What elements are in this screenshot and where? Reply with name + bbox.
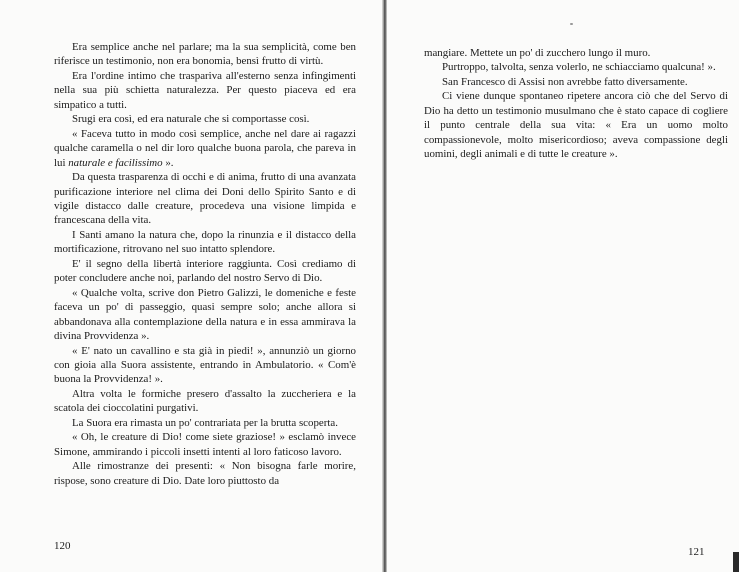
paragraph-tail: ». [162,156,174,169]
paragraph: « Oh, le creature di Dio! come siete graziose! » esclamò invece Simone, ammirando i piccoli insetti intenti al loro faticoso lavoro. [54,431,356,458]
right-page [386,0,739,572]
paragraph: Alle rimostranze dei presenti: « Non bisogna farle morire, rispose, sono creature di Dio. Date loro piuttosto da [54,460,356,487]
paragraph: La Suora era rimasta un po' contrariata per la brutta scoperta. [72,416,338,429]
paragraph: Era semplice anche nel parlare; ma la sua semplicità, come ben riferisce un testimonio, non era bonomia, bensì frutto di virtù. [54,41,356,68]
paragraph-with-italic [54,127,356,170]
paragraph: Ci viene dunque spontaneo ripetere ancora ciò che del Servo di Dio ha detto un testimonio musulmano che è stato capace di cogliere il punto centrale della sua vita: « Era un uomo molto compassionevole, molto misericordioso; aveva compassione degli uomini, degli animali e di tutte le creature ». [424,90,728,161]
paragraph: « E' nato un cavallino e sta già in piedi! », annunziò un giorno con gioia alla Suora assistente, entrando in Ambulatorio. « Com'è buona la Provvidenza! ». [54,344,356,386]
paragraph: I Santi amano la natura che, dopo la rinunzia e il distacco della mortificazione, ritrovano nel suo intatto splendore. [54,228,356,256]
page-number: 121 [688,546,705,558]
paragraph: Purtroppo, talvolta, senza volerlo, ne schiacciamo qualcuna! ». [442,61,716,74]
page-number: 120 [54,540,71,552]
paragraph: Era l'ordine intimo che traspariva all'esterno senza infingimenti nella sua più schietta naturalezza. Per questo piaceva ed era simpatico a tutti. [54,69,356,111]
left-text-block [54,40,356,488]
paragraph: Srugi era così, ed era naturale che si comportasse così. [72,113,310,126]
scan-edge-shadow [733,552,739,572]
italic-phrase: naturale e facilissimo [68,156,163,169]
paragraph: San Francesco di Assisi non avrebbe fatto diversamente. [442,75,688,88]
paragraph: Da questa trasparenza di occhi e di anima, frutto di una avanzata purificazione interiore nel clima dei Doni dello Spirito Santo e di vigile distacco dalle creature, procedeva una visione limpida e francescana della vita. [54,171,356,227]
paragraph-text: « Faceva tutto in modo così semplice, anche nel dare ai ragazzi qualche caramella o nel dir loro qualche buona parola, che pareva in lui [54,127,356,169]
scan-speck [570,23,573,25]
paragraph: Altra volta le formiche presero d'assalto la zuccheriera e la scatola dei cioccolatini purgativi. [54,387,356,415]
paragraph: « Qualche volta, scrive don Pietro Galizzi, le domeniche e feste faceva un po' di passeggio, quasi sempre solo; anche allora si abbandonava alla contemplazione della natura e in essa ammirava la divina Provvidenza ». [54,286,356,343]
right-text-block [424,46,728,162]
paragraph: E' il segno della libertà interiore raggiunta. Così crediamo di poter concludere anche noi, parlando del nostro Servo di Dio. [54,257,356,285]
paragraph-continued: mangiare. Mettete un po' di zucchero lungo il muro. [424,47,651,59]
